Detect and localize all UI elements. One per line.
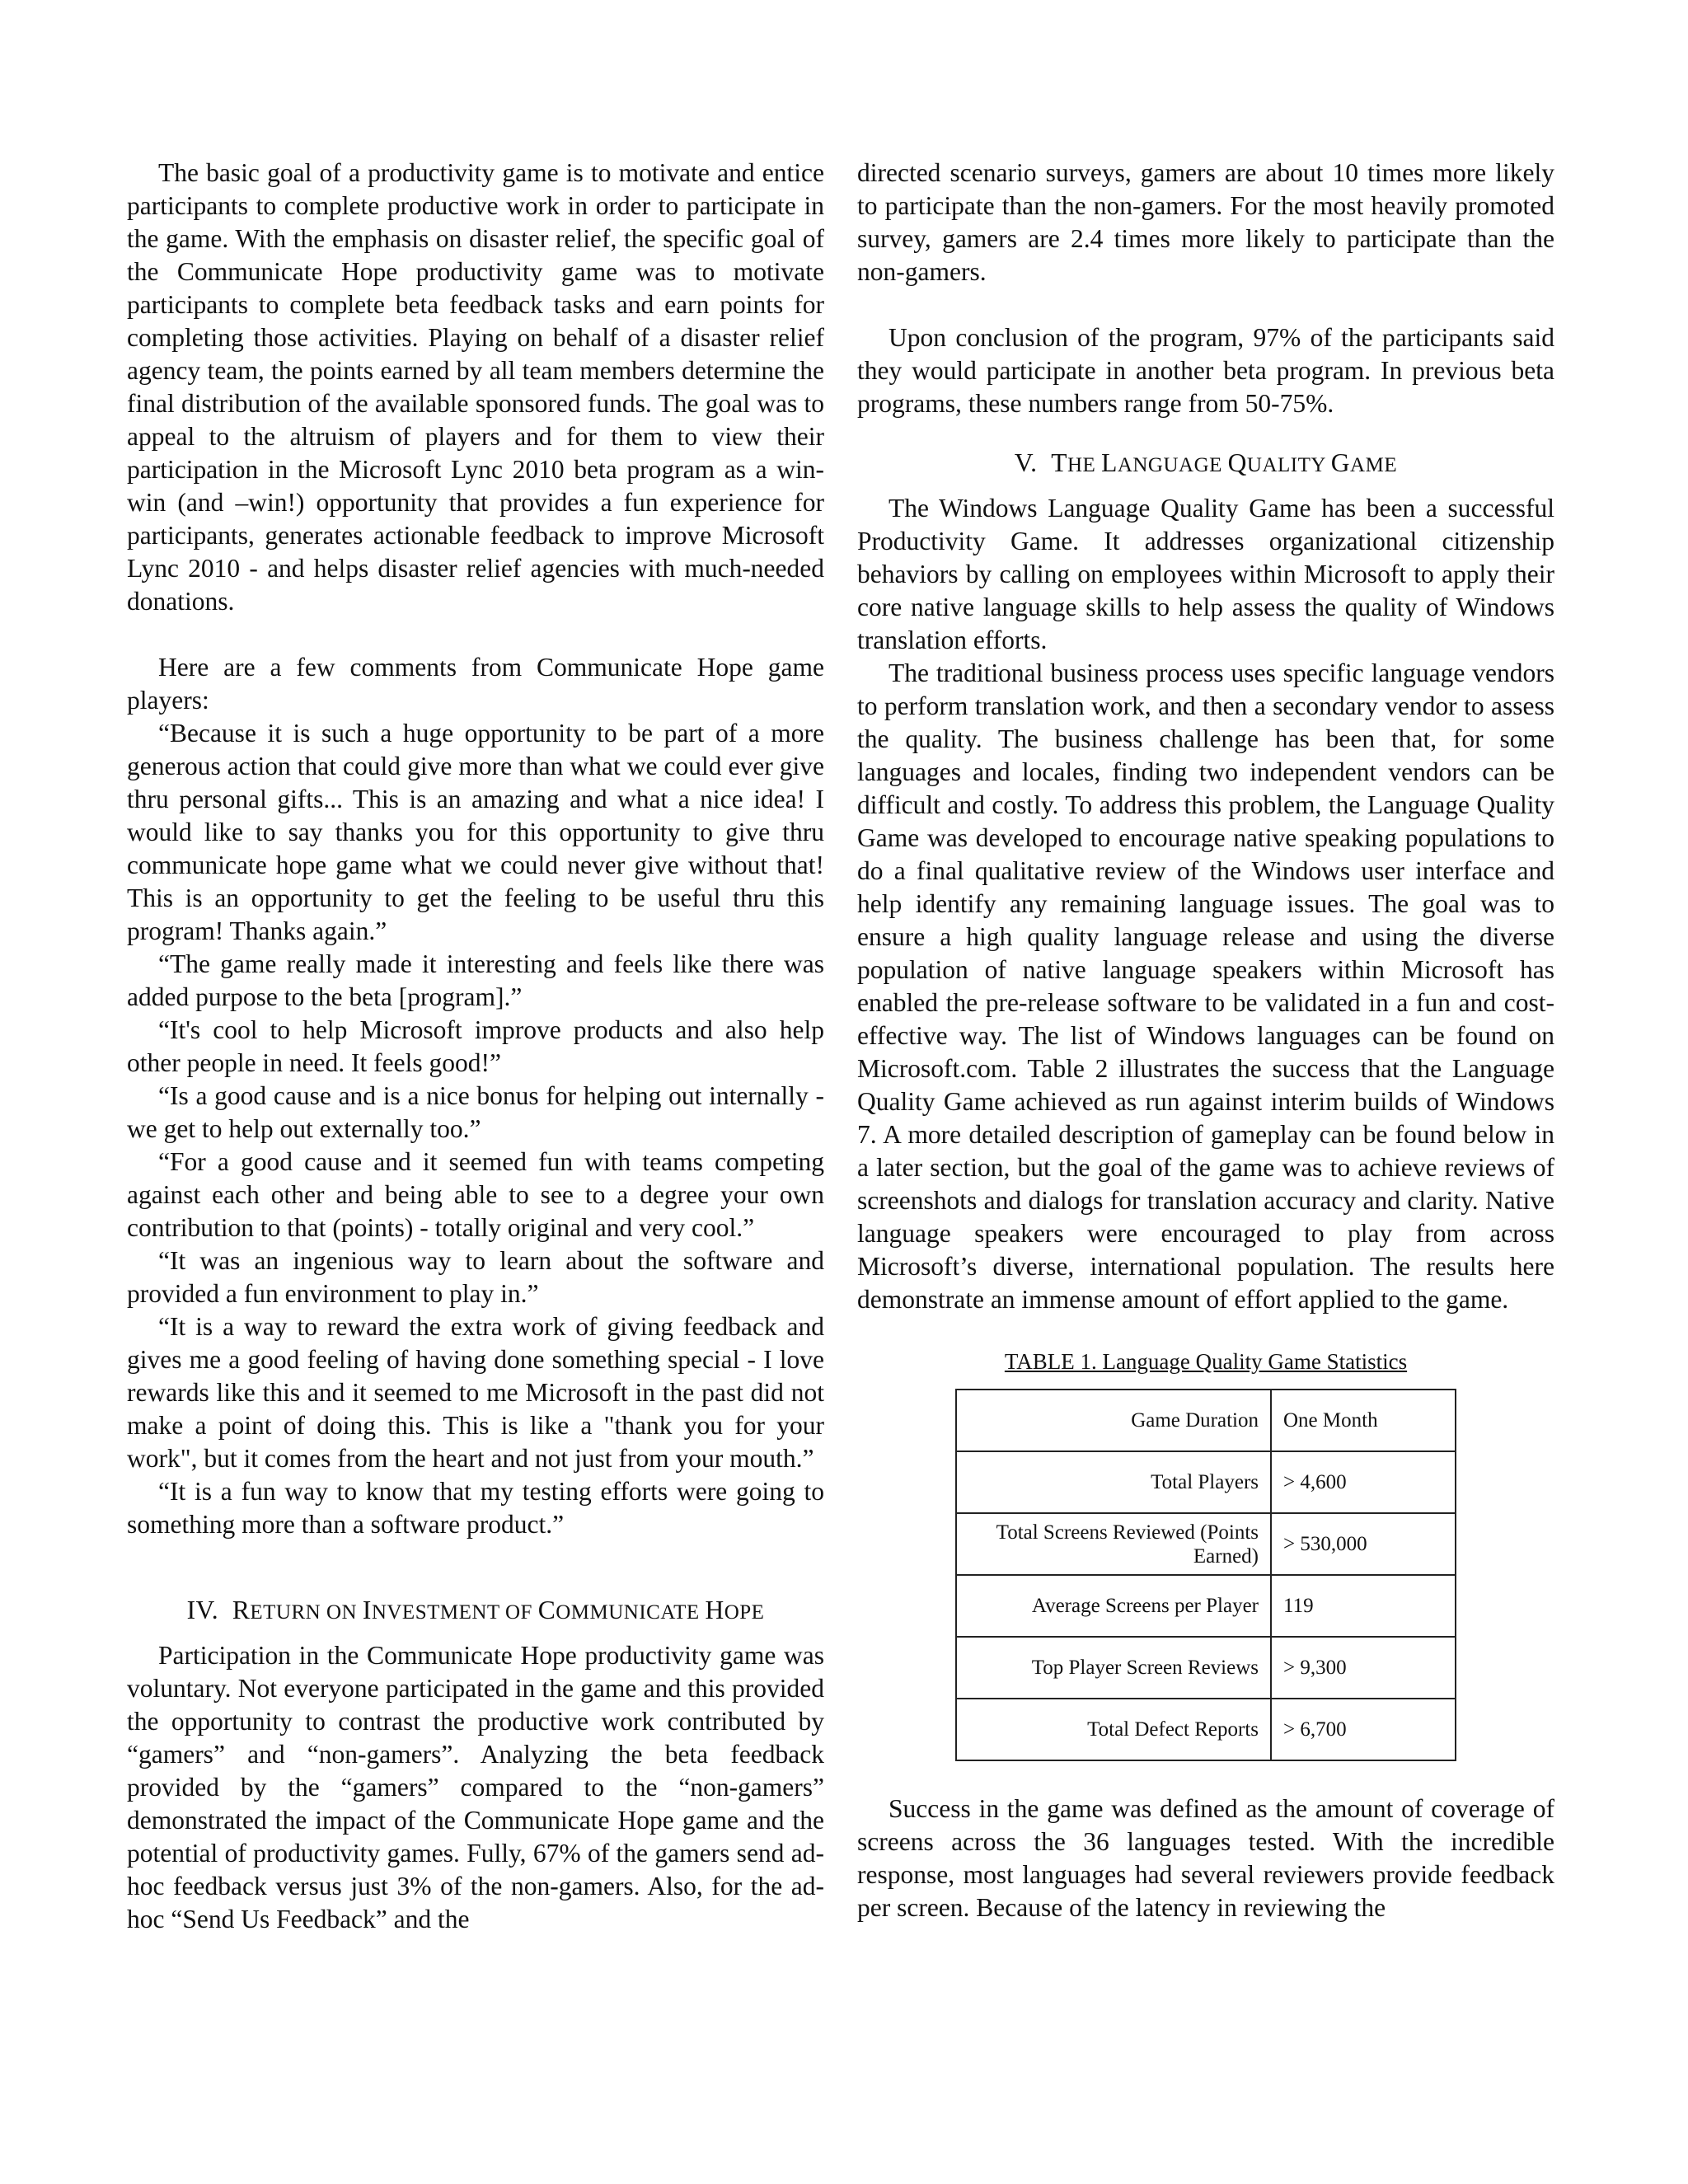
paragraph-productivity-goal: The basic goal of a productivity game is to motivate and entice participants to complete productive work in order to participate in the game. With the emphasis on disaster relief, the specific goal of the Communicate Hope productivity game was to motivate participants to complete beta feedback tasks and earn points for completing those activities. Playing on behalf of a disaster relief agency team, the points earned by all team members determine the final distribution of the available sponsored funds. The goal was to appeal to the altruism of players and for them to view their participation in the Microsoft Lync 2010 beta program as a win-win (and –win!) opportunity that provides a fun experience for participants, generates actionable feedback to improve Microsoft Lync 2010 - and helps disaster relief agencies with much-needed donations. xyxy=(127,158,824,616)
heading-cap: L xyxy=(1101,448,1118,477)
table-caption: TABLE 1. Language Quality Game Statistics xyxy=(1004,1349,1408,1374)
heading-smallcaps: AME xyxy=(1350,454,1398,476)
heading-smallcaps: NVESTMENT OF xyxy=(371,1601,538,1624)
paragraph-conclusion: Upon conclusion of the program, 97% of the participants said they would participate in another beta program. In previous beta programs, these numbers range from 50-75%. xyxy=(857,323,1554,418)
table-cell-value: One Month xyxy=(1271,1390,1456,1451)
section-number: IV. xyxy=(186,1596,219,1624)
table-cell-label: Total Screens Reviewed (Points Earned) xyxy=(956,1513,1271,1575)
quote-2: “The game really made it interesting and feels like there was added purpose to the beta [program].” xyxy=(127,949,824,1011)
heading-cap: I xyxy=(362,1596,372,1624)
table-cell-label: Top Player Screen Reviews xyxy=(956,1637,1271,1699)
heading-cap: Q xyxy=(1227,448,1247,477)
heading-smallcaps: UALITY xyxy=(1246,454,1331,476)
table-cell-label: Game Duration xyxy=(956,1390,1271,1451)
paragraph-success-definition: Success in the game was defined as the amount of coverage of screens across the 36 languages tested. With the incredible response, most languages had several reviewers provide feedback per screen. Because of the latency in reviewing the xyxy=(857,1794,1554,1922)
table-row xyxy=(956,1575,1456,1637)
heading-smallcaps: ETURN ON xyxy=(250,1601,363,1624)
left-column xyxy=(127,157,824,1936)
heading-smallcaps: OPE xyxy=(724,1601,765,1624)
heading-cap: T xyxy=(1051,448,1067,477)
table-cell-value: > 9,300 xyxy=(1271,1637,1456,1699)
table-row xyxy=(956,1451,1456,1513)
table-cell-value: > 4,600 xyxy=(1271,1451,1456,1513)
table-cell-value: 119 xyxy=(1271,1575,1456,1637)
table-row xyxy=(956,1699,1456,1760)
table-cell-value: > 530,000 xyxy=(1271,1513,1456,1575)
table-cell-label: Total Players xyxy=(956,1451,1271,1513)
quote-8: “It is a fun way to know that my testing efforts were going to something more than a software product.” xyxy=(127,1477,824,1539)
paragraph-comments-intro: Here are a few comments from Communicate Hope game players: xyxy=(127,653,824,715)
statistics-table xyxy=(955,1389,1456,1761)
heading-cap: R xyxy=(232,1596,251,1624)
heading-cap: H xyxy=(705,1596,724,1624)
right-column xyxy=(857,157,1554,1924)
paragraph-roi: Participation in the Communicate Hope productivity game was voluntary. Not everyone participated in the game and this provided the opportunity to contrast the productive work contributed by “gamers” and “non-gamers”. Analyzing the beta feedback provided by the “gamers” compared to the “non-gamers” demonstrated the impact of the Communicate Hope game and the potential of productivity games. Fully, 67% of the gamers send ad-hoc feedback versus just 3% of the non-gamers. Also, for the ad-hoc “Send Us Feedback” and the xyxy=(127,1641,824,1933)
section-heading-v xyxy=(857,447,1554,482)
table-row xyxy=(956,1637,1456,1699)
table-row xyxy=(956,1513,1456,1575)
table-cell-label: Average Screens per Player xyxy=(956,1575,1271,1637)
table-row xyxy=(956,1390,1456,1451)
heading-cap: G xyxy=(1330,448,1351,477)
heading-smallcaps: HE xyxy=(1067,454,1102,476)
section-heading-iv xyxy=(127,1594,824,1629)
quote-4: “Is a good cause and is a nice bonus for helping out internally - we get to help out externally too.” xyxy=(127,1081,824,1143)
quote-7: “It is a way to reward the extra work of giving feedback and gives me a good feeling of having done something special - I love rewards like this and it seemed to me Microsoft in the past did not make a point of doing this. This is like a "thank you for your work", but it comes from the heart and not just from your mouth.” xyxy=(127,1312,824,1473)
paragraph-survey-continuation: directed scenario surveys, gamers are about 10 times more likely to participate than the non-gamers. For the most heavily promoted survey, gamers are 2.4 times more likely to participate than the non-gamers. xyxy=(857,158,1554,286)
quote-3: “It's cool to help Microsoft improve products and also help other people in need. It feels good!” xyxy=(127,1015,824,1077)
paragraph-business-process: The traditional business process uses specific language vendors to perform translation work, and then a secondary vendor to assess the quality. The business challenge has been that, for some languages and locales, finding two independent vendors can be difficult and costly. To address this problem, the Language Quality Game was developed to encourage native speaking populations to do a final qualitative review of the Windows user interface and help identify any remaining language issues. The goal was to ensure a high quality language release and using the diverse population of native language speakers within Microsoft has enabled the pre-release software to be validated in a fun and cost-effective way. The list of Windows languages can be found on Microsoft.com. Table 2 illustrates the success that the Language Quality Game achieved as run against interim builds of Windows 7. A more detailed description of gameplay can be found below in a later section, but the goal of the game was to achieve reviews of screenshots and dialogs for translation accuracy and clarity. Native language speakers were encouraged to play from across Microsoft’s diverse, international population. The results here demonstrate an immense amount of effort applied to the game. xyxy=(857,658,1554,1314)
heading-cap: C xyxy=(537,1596,556,1624)
heading-smallcaps: ANGUAGE xyxy=(1117,454,1228,476)
table-cell-value: > 6,700 xyxy=(1271,1699,1456,1760)
paragraph-language-game-intro: The Windows Language Quality Game has been a successful Productivity Game. It addresses organizational citizenship behaviors by calling on employees within Microsoft to apply their core native language skills to help assess the quality of Windows translation efforts. xyxy=(857,494,1554,654)
quote-6: “It was an ingenious way to learn about the software and provided a fun environment to play in.” xyxy=(127,1246,824,1308)
section-number: V. xyxy=(1014,448,1038,477)
table-cell-label: Total Defect Reports xyxy=(956,1699,1271,1760)
quote-1: “Because it is such a huge opportunity to be part of a more generous action that could give more than what we could ever give thru personal gifts... This is an amazing and what a nice idea! I would like to say thanks you for this opportunity to give thru communicate hope game what we could never give without that! This is an opportunity to get the feeling to be useful thru this program! Thanks again.” xyxy=(127,719,824,945)
heading-smallcaps: OMMUNICATE xyxy=(556,1601,706,1624)
quote-5: “For a good cause and it seemed fun with teams competing against each other and being able to see to a degree your own contribution to that (points) - totally original and very cool.” xyxy=(127,1147,824,1242)
